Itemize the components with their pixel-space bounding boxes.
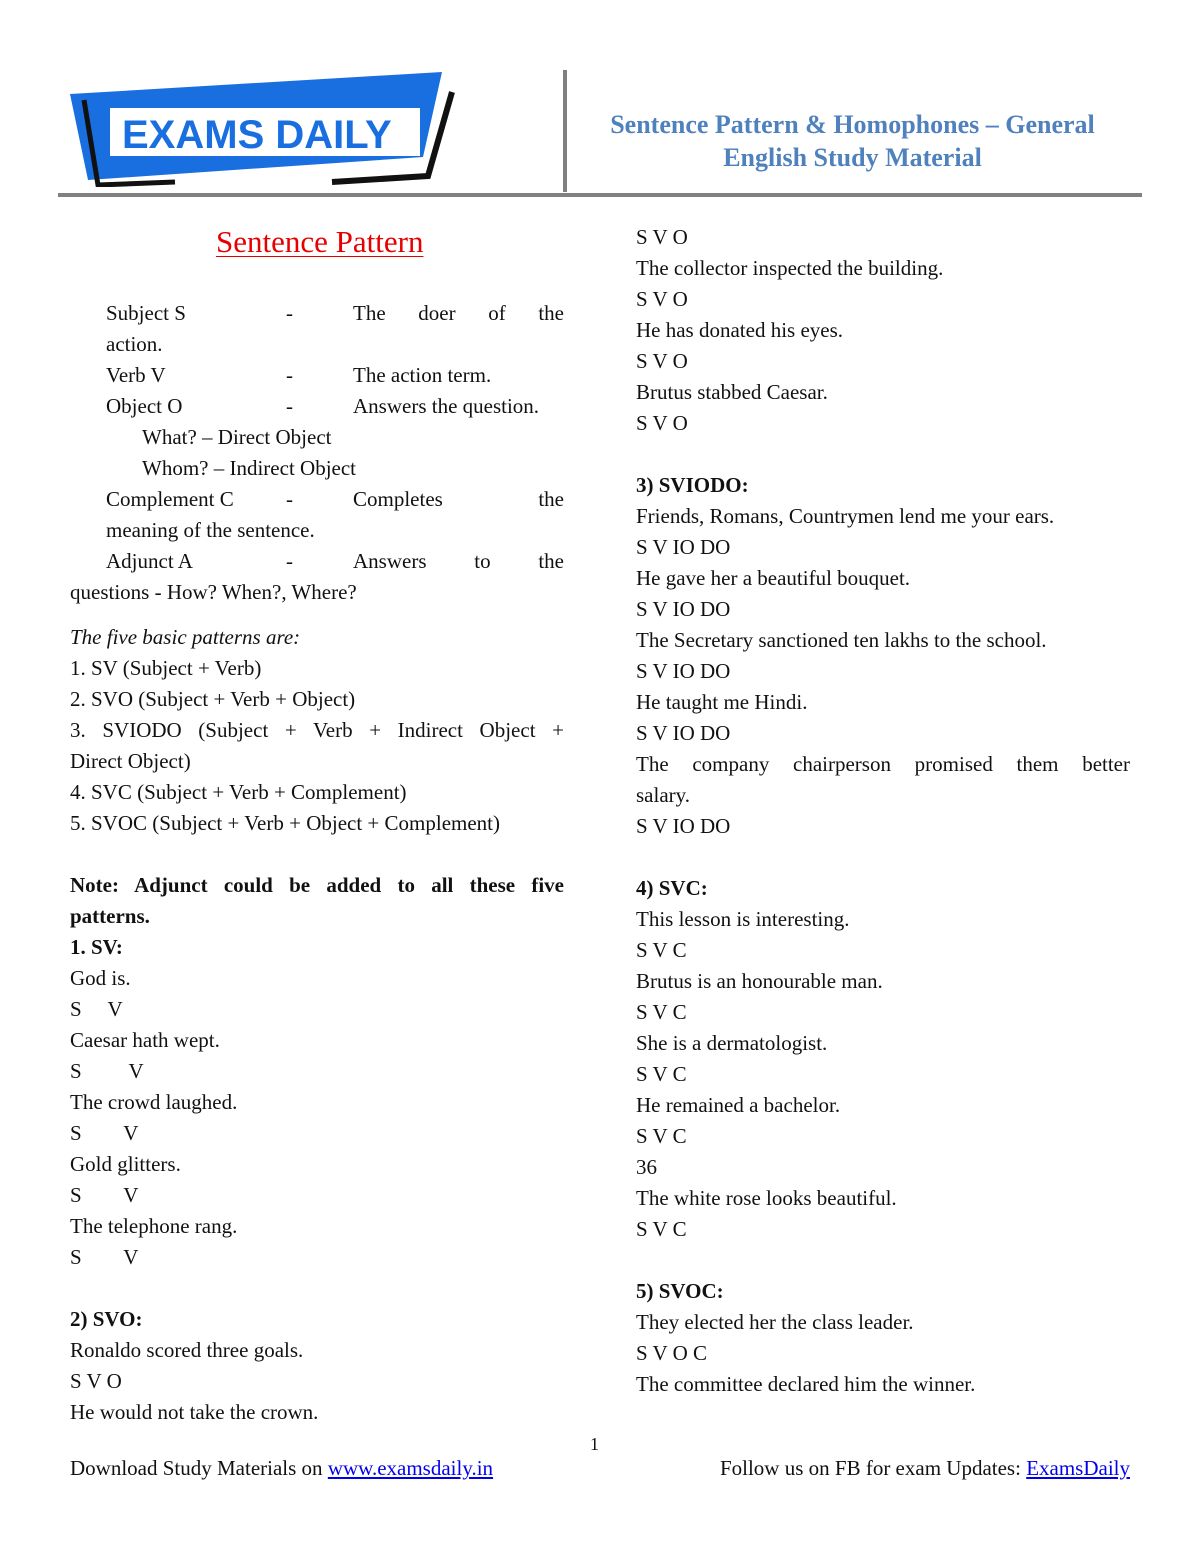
pattern-item: 4. SVC (Subject + Verb + Complement)	[70, 780, 407, 804]
facebook-link[interactable]: ExamsDaily	[1026, 1456, 1130, 1480]
definition-row	[106, 391, 564, 422]
example-pattern: S V O	[636, 411, 688, 435]
example-pattern: S V IO DO	[636, 535, 731, 559]
example-pattern: S V IO DO	[636, 721, 731, 745]
example-sentence: He has donated his eyes.	[636, 318, 844, 342]
definition-term: Object O	[106, 394, 183, 418]
example-sentence: He would not take the crown.	[70, 1400, 319, 1424]
example-pattern: S V IO DO	[636, 659, 731, 683]
right-column	[636, 222, 1130, 1400]
definition-dash: -	[286, 363, 293, 387]
example-sentence: The crowd laughed.	[70, 1090, 238, 1114]
object-subtype: What? – Direct Object	[142, 425, 332, 449]
document-title-line-1: Sentence Pattern & Homophones – General	[610, 110, 1095, 139]
definition-continuation: questions - How? When?, Where?	[70, 580, 357, 604]
svo-heading: 2) SVO:	[70, 1307, 143, 1331]
example-sentence: Ronaldo scored three goals.	[70, 1338, 304, 1362]
definition-term: Complement C	[106, 487, 234, 511]
example-pattern: S V IO DO	[636, 814, 731, 838]
logo-text: EXAMS DAILY	[122, 113, 392, 157]
example-sentence: Caesar hath wept.	[70, 1028, 220, 1052]
pattern-item: 5. SVOC (Subject + Verb + Object + Complement)	[70, 811, 501, 835]
pattern-item: 2. SVO (Subject + Verb + Object)	[70, 687, 356, 711]
definition-description: Answers the question.	[353, 394, 540, 418]
header-horizontal-divider	[58, 193, 1142, 197]
example-pattern: S V IO DO	[636, 597, 731, 621]
example-pattern: S V	[70, 1245, 139, 1269]
definition-description: Answers to the	[353, 549, 564, 573]
definitions-table	[70, 298, 564, 608]
definition-dash: -	[286, 301, 293, 325]
patterns-intro: The five basic patterns are:	[70, 625, 301, 649]
section-title: Sentence Pattern	[216, 224, 424, 259]
example-sentence: This lesson is interesting.	[636, 907, 850, 931]
example-sentence: The company chairperson promised them better	[636, 752, 1130, 776]
stray-number: 36	[636, 1155, 657, 1179]
example-pattern: S V C	[636, 1062, 687, 1086]
example-sentence: Gold glitters.	[70, 1152, 181, 1176]
example-sentence: The telephone rang.	[70, 1214, 238, 1238]
pattern-item: 3. SVIODO (Subject + Verb + Indirect Object +	[70, 718, 564, 742]
definition-row	[106, 546, 564, 577]
definition-term: Verb V	[106, 363, 166, 387]
definition-row	[106, 298, 564, 329]
example-sentence-continuation: salary.	[636, 783, 691, 807]
example-sentence: Brutus stabbed Caesar.	[636, 380, 828, 404]
svc-heading: 4) SVC:	[636, 876, 708, 900]
object-subtype: Whom? – Indirect Object	[142, 456, 356, 480]
definition-continuation: meaning of the sentence.	[106, 518, 315, 542]
definition-dash: -	[286, 394, 293, 418]
example-pattern: S V O	[636, 287, 688, 311]
example-pattern: S V	[70, 1121, 139, 1145]
footer-left	[70, 1456, 493, 1481]
example-pattern: S V O	[70, 1369, 122, 1393]
svoc-heading: 5) SVOC:	[636, 1279, 724, 1303]
definition-dash: -	[286, 487, 293, 511]
note-line: patterns.	[70, 904, 150, 928]
definition-description: The doer of the	[353, 301, 564, 325]
footer-left-text: Download Study Materials on	[70, 1456, 328, 1480]
example-sentence: He gave her a beautiful bouquet.	[636, 566, 911, 590]
example-sentence: The collector inspected the building.	[636, 256, 944, 280]
example-sentence: He remained a bachelor.	[636, 1093, 841, 1117]
footer-right	[720, 1456, 1130, 1481]
definition-description: The action term.	[353, 363, 492, 387]
example-sentence: The Secretary sanctioned ten lakhs to the school.	[636, 628, 1047, 652]
pattern-item: Direct Object)	[70, 749, 191, 773]
spacer	[70, 1273, 564, 1304]
example-sentence: Friends, Romans, Countrymen lend me your ears.	[636, 504, 1055, 528]
definition-continuation: action.	[106, 332, 163, 356]
example-sentence: They elected her the class leader.	[636, 1310, 914, 1334]
example-pattern: S V	[70, 1183, 139, 1207]
example-pattern: S V	[70, 1059, 144, 1083]
note-line: Note: Adjunct could be added to all these five	[70, 873, 564, 897]
example-sentence: She is a dermatologist.	[636, 1031, 828, 1055]
example-pattern: S V C	[636, 1217, 687, 1241]
sviodo-heading: 3) SVIODO:	[636, 473, 749, 497]
definition-row	[106, 360, 564, 391]
example-pattern: S V	[70, 997, 123, 1021]
example-pattern: S V C	[636, 1124, 687, 1148]
pattern-item: 1. SV (Subject + Verb)	[70, 656, 262, 680]
definition-term: Subject S	[106, 301, 186, 325]
document-title	[575, 108, 1130, 174]
definition-row	[106, 484, 564, 515]
example-pattern: S V C	[636, 1000, 687, 1024]
example-pattern: S V O	[636, 225, 688, 249]
example-sentence: He taught me Hindi.	[636, 690, 808, 714]
example-pattern: S V O C	[636, 1341, 708, 1365]
definition-description: Completes the	[353, 487, 564, 511]
example-sentence: Brutus is an honourable man.	[636, 969, 883, 993]
spacer	[636, 439, 1130, 470]
example-sentence: God is.	[70, 966, 131, 990]
example-sentence: The white rose looks beautiful.	[636, 1186, 897, 1210]
left-column	[70, 622, 564, 1428]
footer-right-text: Follow us on FB for exam Updates:	[719, 1456, 1027, 1480]
sv-heading: 1. SV:	[70, 935, 123, 959]
exams-daily-logo[interactable]	[70, 72, 455, 187]
definition-term: Adjunct A	[106, 549, 193, 573]
spacer	[636, 842, 1130, 873]
header-vertical-divider	[563, 70, 567, 192]
spacer	[636, 1245, 1130, 1276]
document-title-line-2: English Study Material	[723, 143, 982, 172]
spacer	[70, 839, 564, 870]
example-pattern: S V C	[636, 938, 687, 962]
example-pattern: S V O	[636, 349, 688, 373]
website-link[interactable]: www.examsdaily.in	[327, 1456, 494, 1480]
page-number: 1	[590, 1434, 599, 1454]
definition-dash: -	[286, 549, 293, 573]
example-sentence: The committee declared him the winner.	[636, 1372, 976, 1396]
